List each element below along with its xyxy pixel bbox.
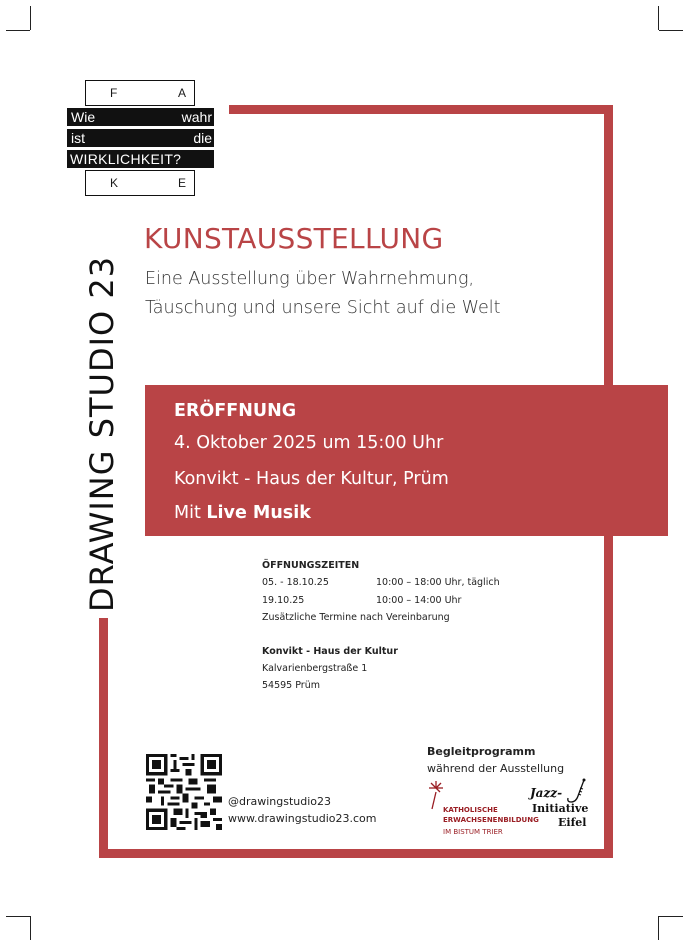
jazz-line-2: Initiative [532,802,589,815]
logo-word-ist: ist [71,130,85,146]
frame-left [99,618,108,858]
logo-word-die: die [193,130,212,146]
frame-top [229,105,613,114]
opening-date: 4. Oktober 2025 um 15:00 Uhr [174,433,444,453]
logo-bar-3 [67,150,214,168]
subtitle [145,265,500,323]
address-city: 54595 Prüm [262,680,320,691]
frame-right [604,105,613,385]
sponsors-subheading: während der Ausstellung [427,762,565,775]
opening-music [174,503,311,523]
logo-letter-e: E [178,176,187,190]
hours-row-2-times: 10:00 – 14:00 Uhr [376,595,462,606]
kath-line-1: KATHOLISCHE [443,806,498,814]
logo-word-wirklichkeit: WIRKLICHKEIT? [70,151,182,167]
logo-letter-f: F [110,86,118,100]
jazz-line-1: Jazz- [530,786,563,800]
crop-mark [658,6,659,30]
logo-bar-2 [67,129,214,147]
jazz-line-3: Eifel [558,816,587,829]
hours-row-1-times: 10:00 – 18:00 Uhr, täglich [376,577,500,588]
subtitle-line-1: Eine Ausstellung über Wahrnehmung, [145,269,475,289]
kath-erwachsenenbildung-logo [428,780,538,850]
logo-letter-a: A [178,86,187,100]
kath-line-2: ERWACHSENENBILDUNG [443,816,539,824]
qr-code-icon[interactable] [146,754,222,830]
hours-row-2-dates: 19.10.25 [262,595,305,606]
music-bold: Live Musik [206,503,311,523]
hours-heading: ÖFFNUNGSZEITEN [262,560,360,571]
logo-letter-k: K [110,176,119,190]
crop-mark [30,916,31,940]
opening-place: Konvikt - Haus der Kultur, Prüm [174,469,449,489]
jazz-initiative-logo [528,778,598,838]
logo-word-wahr: wahr [181,109,212,125]
frame-right-lower [604,536,613,858]
sponsors-heading: Begleitprogramm [427,745,536,758]
dandelion-icon [428,780,444,810]
crop-mark [6,916,30,917]
hours-row-1-dates: 05. - 18.10.25 [262,577,329,588]
crop-mark [659,916,683,917]
crop-mark [6,30,30,31]
address-name: Konvikt - Haus der Kultur [262,646,398,657]
subtitle-line-2: Täuschung und unsere Sicht auf die Welt [145,298,501,318]
address-street: Kalvarienbergstraße 1 [262,663,368,674]
crop-mark [658,916,659,940]
website-link[interactable]: www.drawingstudio23.com [228,812,377,825]
logo-bottom-box [85,170,195,196]
logo-bar-1 [67,108,214,126]
frame-bottom [99,849,613,858]
social-handle[interactable]: @drawingstudio23 [228,795,332,808]
logo-word-wie: Wie [71,109,96,125]
crop-mark [659,30,683,31]
opening-band [145,385,668,536]
logo-top-box [85,80,195,106]
headline: KUNSTAUSSTELLUNG [144,222,444,255]
opening-heading: ERÖFFNUNG [174,401,297,421]
hours-note: Zusätzliche Termine nach Vereinbarung [262,612,450,623]
kath-line-3: IM BISTUM TRIER [443,828,503,836]
music-prefix: Mit [174,503,207,523]
crop-mark [30,6,31,30]
vertical-title: DRAWING STUDIO 23 [83,255,121,612]
fake-logo [67,80,214,196]
